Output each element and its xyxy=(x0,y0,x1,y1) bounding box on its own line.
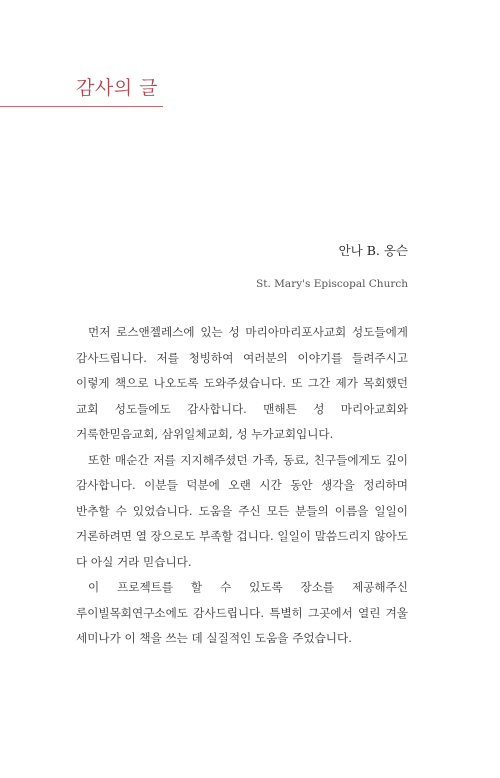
paragraph-1: 먼저 로스앤젤레스에 있는 성 마리아마리포사교회 성도들에게 감사드립니다. 저를 청빙하여 여러분의 이야기를 들려주시고 이렇게 책으로 나오도록 도와주셨습니다. 또 그간 제가 목회했던 교회 성도들에도 감사합니다. 맨해튼 성 마리아교회와 거룩한믿음교회, 삼위일체교회, 성 누가교회입니다. xyxy=(76,325,408,441)
author-name: 안나 B. 옹슨 xyxy=(338,243,408,258)
author-affiliation: St. Mary's Episcopal Church xyxy=(256,278,408,290)
paragraph-3: 이 프로젝트를 할 수 있도록 장소를 제공해주신 루이빌목회연구소에도 감사드립니다. 특별히 그곳에서 열린 겨울 세미나가 이 책을 쓰는 데 실질적인 도움을 주었습니다. xyxy=(76,580,408,645)
body-text xyxy=(76,320,408,652)
title-underline-rule xyxy=(0,106,163,107)
chapter-title: 감사의 글 xyxy=(76,77,158,99)
paragraph-2: 또한 매순간 저를 지지해주셨던 가족, 동료, 친구들에게도 깊이 감사합니다. 이분들 덕분에 오랜 시간 동안 생각을 정리하며 반추할 수 있었습니다. 도움을 주신 모든 분들의 이름을 일일이 거론하려면 열 장으로도 부족할 겁니다. 일일이 말씀드리지 않아도 다 아실 거라 믿습니다. xyxy=(76,452,408,569)
